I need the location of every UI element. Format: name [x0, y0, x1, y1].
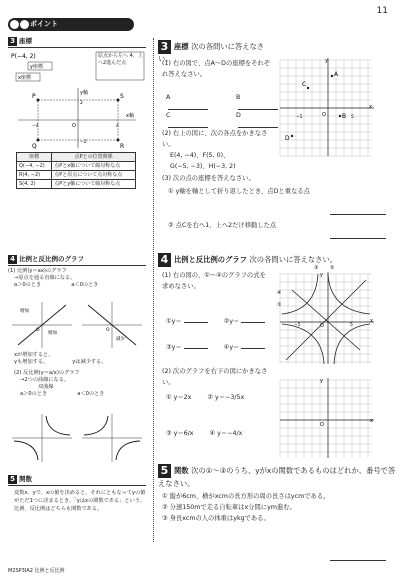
grid-origin: O [322, 112, 326, 118]
grid-lines [280, 58, 374, 156]
grid-x-label: x [369, 104, 372, 110]
coordinate-diagram [8, 50, 146, 150]
point-a [331, 75, 333, 77]
point-r [117, 139, 120, 142]
q3-q3a: ① y軸を軸として折り返したとき、点Dと重なる点 [168, 188, 310, 195]
q3-q2-points-1: E(4, −4)、F(5, 0)、 [170, 152, 230, 159]
table-cell: 点Pとx軸について線対称な点 [52, 162, 136, 171]
graph-item-2: ② y＝−3/5x [207, 394, 245, 401]
tick-4: 4 [116, 124, 119, 129]
label-x-axis: x軸 [126, 113, 134, 119]
case-a-negative: a＜0のとき [71, 282, 99, 288]
q4-title: 比例と反比例のグラフ [174, 255, 247, 264]
table-row [17, 171, 136, 180]
point-q [37, 139, 40, 142]
graph-item-3: ③ y＝6/x [166, 430, 194, 437]
eq-4-label: ④y＝ [223, 344, 240, 351]
answer-d-blank[interactable] [238, 121, 278, 128]
tick-2: 2 [80, 101, 83, 106]
note-text: 原点から左へ 4、上へ2進んだ点 [98, 53, 143, 66]
hyperbola-graphs [10, 412, 146, 464]
q4-block [158, 253, 398, 267]
inc-dec-row [14, 359, 148, 366]
header-label: ポイント [30, 20, 58, 28]
p-label: P(−4, 2) [11, 53, 36, 60]
table-header-row [17, 153, 136, 162]
label-curve-4: ④ [277, 290, 282, 296]
table-row [17, 162, 136, 171]
q4-eq-row-2 [166, 342, 286, 353]
table-row [17, 180, 136, 189]
left-section-5 [8, 474, 146, 513]
q3-grid [276, 56, 376, 160]
hyperbola-label: 双曲線 [38, 384, 54, 390]
graph1-origin: O [36, 328, 40, 333]
answer-c-label: C [166, 112, 171, 119]
graph2-origin: O [106, 328, 110, 333]
table-header: 座標 [17, 153, 52, 162]
q5-item-1: ① 縦が6cm、横がxcmの長方形の周の長さはycmである。 [162, 493, 330, 500]
g4-tick-5: 5 [350, 323, 353, 328]
table-cell: R(4, −2) [17, 171, 52, 180]
g4-x-label: x [370, 318, 373, 324]
eq-3-label: ③y＝ [166, 344, 182, 351]
point-d [291, 135, 293, 137]
answer-d-label: D [236, 112, 241, 119]
hyp2-curve-b [116, 441, 140, 460]
q4-graph-items-1 [166, 392, 276, 403]
y-coord-label: y座標 [30, 64, 43, 70]
point-p [37, 99, 40, 102]
inverse-line-1: (2) 反比例(y＝a/x)のグラフ [14, 370, 80, 376]
grid-label-a: A [334, 71, 339, 78]
table-cell: 点Pとy軸について線対称な点 [52, 180, 136, 189]
left-section-4-text [14, 352, 148, 398]
grid-tick-m5: −5 [296, 115, 303, 120]
g5-x-label: x [370, 418, 373, 424]
q3-q3b: ② 点Cを右へ1、上へ2だけ移動した点 [168, 222, 277, 229]
point-b [339, 115, 341, 117]
case-a-positive: a＞0のとき [14, 282, 42, 288]
label-s: S [120, 93, 124, 100]
answer-b-blank[interactable] [238, 103, 278, 110]
eq-2 [224, 316, 266, 327]
inc-result: yも増加する。 [14, 359, 49, 365]
q4-number: 4 [158, 253, 171, 267]
table-cell: 点Pと原点について点対称な点 [52, 171, 136, 180]
q3-prompt: 次の各問いに答えなさい。 [158, 42, 265, 63]
g5-origin: O [320, 422, 324, 428]
answer-c-blank[interactable] [168, 121, 208, 128]
inverse-line-2: →2つの曲線になる。 [20, 377, 70, 383]
inv-case-negative: a＜0のとき [77, 391, 105, 397]
prop-line-2: →原点を通る直線になる。 [14, 275, 76, 281]
section-heading [8, 474, 146, 486]
hyp1-curve-b [14, 441, 38, 460]
grid-label-b: B [342, 113, 347, 120]
grid-label-d: D [285, 135, 290, 142]
q5-heading [158, 464, 398, 489]
grid-tick-5: 5 [351, 115, 354, 120]
q3-q3a-blank[interactable] [330, 214, 386, 215]
q5-prompt: 次の①〜③のうち、yがxの関数であるものはどれか、番号で答えなさい。 [158, 466, 396, 488]
graph-item-4: ④ y＝−4/x [209, 430, 243, 437]
answer-a-label: A [166, 94, 171, 101]
q3-q2-points-2: G(−5, −3)、H(−3, 2) [170, 163, 236, 170]
q5-title: 関数 [174, 466, 189, 475]
label-curve-2: ② [330, 265, 335, 271]
header-badge-icon [20, 20, 29, 29]
q4-q2: (2) 次のグラフを右下の図にかきなさい。 [162, 368, 268, 386]
answer-b-label: B [236, 94, 241, 101]
tick-m4: −4 [32, 124, 39, 129]
g4-origin: O [320, 323, 324, 329]
eq-3 [166, 342, 208, 353]
g5-y-label: y [320, 378, 323, 384]
point-c [307, 87, 309, 89]
graph-line-4 [292, 290, 360, 350]
tick-m2: −2 [80, 140, 87, 145]
eq-2-blank[interactable] [241, 316, 265, 323]
q4-graph-items-2 [166, 428, 276, 439]
label-p: P [32, 93, 36, 100]
q4-eq-row-1 [166, 316, 286, 327]
label-r: R [120, 143, 125, 150]
page-number: 11 [376, 6, 388, 16]
section-number: 3 [8, 37, 17, 46]
q3-number: 3 [158, 40, 171, 54]
g4-tick-m5: −5 [294, 323, 301, 328]
eq-3-blank[interactable] [184, 342, 208, 349]
point-header [8, 18, 134, 31]
q3-q3: (3) 次の点の座標を答えなさい。 [162, 175, 255, 182]
q3-q2: (2) 右上の図に、次の各点をかきなさい。 [162, 130, 268, 148]
grid-label-c: C [302, 81, 307, 88]
eq-1 [166, 316, 208, 327]
label-q: Q [32, 143, 37, 150]
section-title: 関数 [19, 475, 32, 483]
section-heading [8, 254, 146, 266]
header-badge-icon [10, 20, 19, 29]
dec-label: 減少 [116, 337, 125, 342]
q3-title: 座標 [174, 42, 189, 51]
hyp1-curve-a [46, 416, 70, 435]
function-definition: 変数x、yで、xの値を決めると、それにともなってyの値がただ1つに決まるとき、「yはxの関数である」という。比例、反比例はどちらも関数である。 [14, 490, 146, 512]
prop-case-row [8, 282, 146, 289]
q4-heading [158, 253, 398, 267]
q4-q1: (1) 右の図の、①〜④のグラフの式を求めなさい。 [162, 272, 266, 290]
section-number: 5 [8, 475, 17, 484]
section-title: 座標 [19, 37, 32, 45]
q3-q1: (1) 右の図で、点A〜Dの座標をそれぞれ答えなさい。 [162, 60, 271, 78]
inverse-case-row [14, 391, 148, 398]
grid-lines [280, 378, 374, 458]
eq-4 [224, 342, 266, 353]
q5-item-3: ③ 身長xcmの人の体重はykgである。 [162, 515, 270, 522]
table-header: 点Pとの位置関係 [52, 153, 136, 162]
eq-2-label: ②y＝ [223, 318, 240, 325]
q5-block [158, 464, 398, 524]
x-coord-label: x座標 [18, 75, 31, 81]
eq-1-label: ①y＝ [166, 318, 182, 325]
hyp2-curve-a [84, 416, 108, 435]
label-curve-3: ③ [314, 265, 319, 271]
label-origin: O [72, 123, 76, 129]
prop-line-1: (1) 比例(y＝ax)のグラフ [8, 268, 67, 274]
q3-q3b-blank[interactable] [330, 238, 386, 239]
table-cell: Q(−4, −2) [17, 162, 52, 171]
q4-graph-grid [276, 265, 376, 368]
eq-4-blank[interactable] [241, 342, 265, 349]
dec-result: yは減少する。 [72, 359, 107, 365]
q5-item-2: ② 分速150mで走る自転車はx分間にym進む。 [162, 504, 296, 511]
left-section-3 [8, 36, 146, 48]
graph-curve-1a [328, 274, 370, 314]
q4-prompt: 次の各問いに答えなさい。 [249, 255, 338, 264]
section-heading [8, 36, 146, 48]
label-y-axis: y軸 [80, 90, 88, 96]
left-section-4 [8, 254, 146, 289]
proportion-graphs [10, 300, 146, 350]
graph-item-1: ① y＝2x [166, 394, 192, 401]
position-table [16, 152, 136, 189]
inc-note: xが増加すると、 [14, 352, 54, 358]
q5-answer-blank[interactable] [330, 560, 386, 561]
q4-blank-grid[interactable] [276, 376, 376, 462]
inc-label-2: 増加 [48, 331, 57, 336]
inc-label: 増加 [20, 309, 29, 314]
q5-number: 5 [158, 464, 171, 478]
section-title: 比例と反比例のグラフ [19, 255, 84, 263]
label-curve-1: ① [277, 302, 282, 308]
eq-1-blank[interactable] [184, 316, 208, 323]
grid-y-label: y [325, 58, 328, 64]
answer-a-blank[interactable] [168, 103, 208, 110]
g4-y-label: y [320, 272, 323, 278]
footer: M2SP3IA2 比例と反比例 [8, 568, 65, 574]
section-number: 4 [8, 255, 17, 264]
table-cell: S(4, 2) [17, 180, 52, 189]
column-divider [153, 38, 154, 542]
inv-case-positive: a＞0のとき [20, 391, 48, 397]
